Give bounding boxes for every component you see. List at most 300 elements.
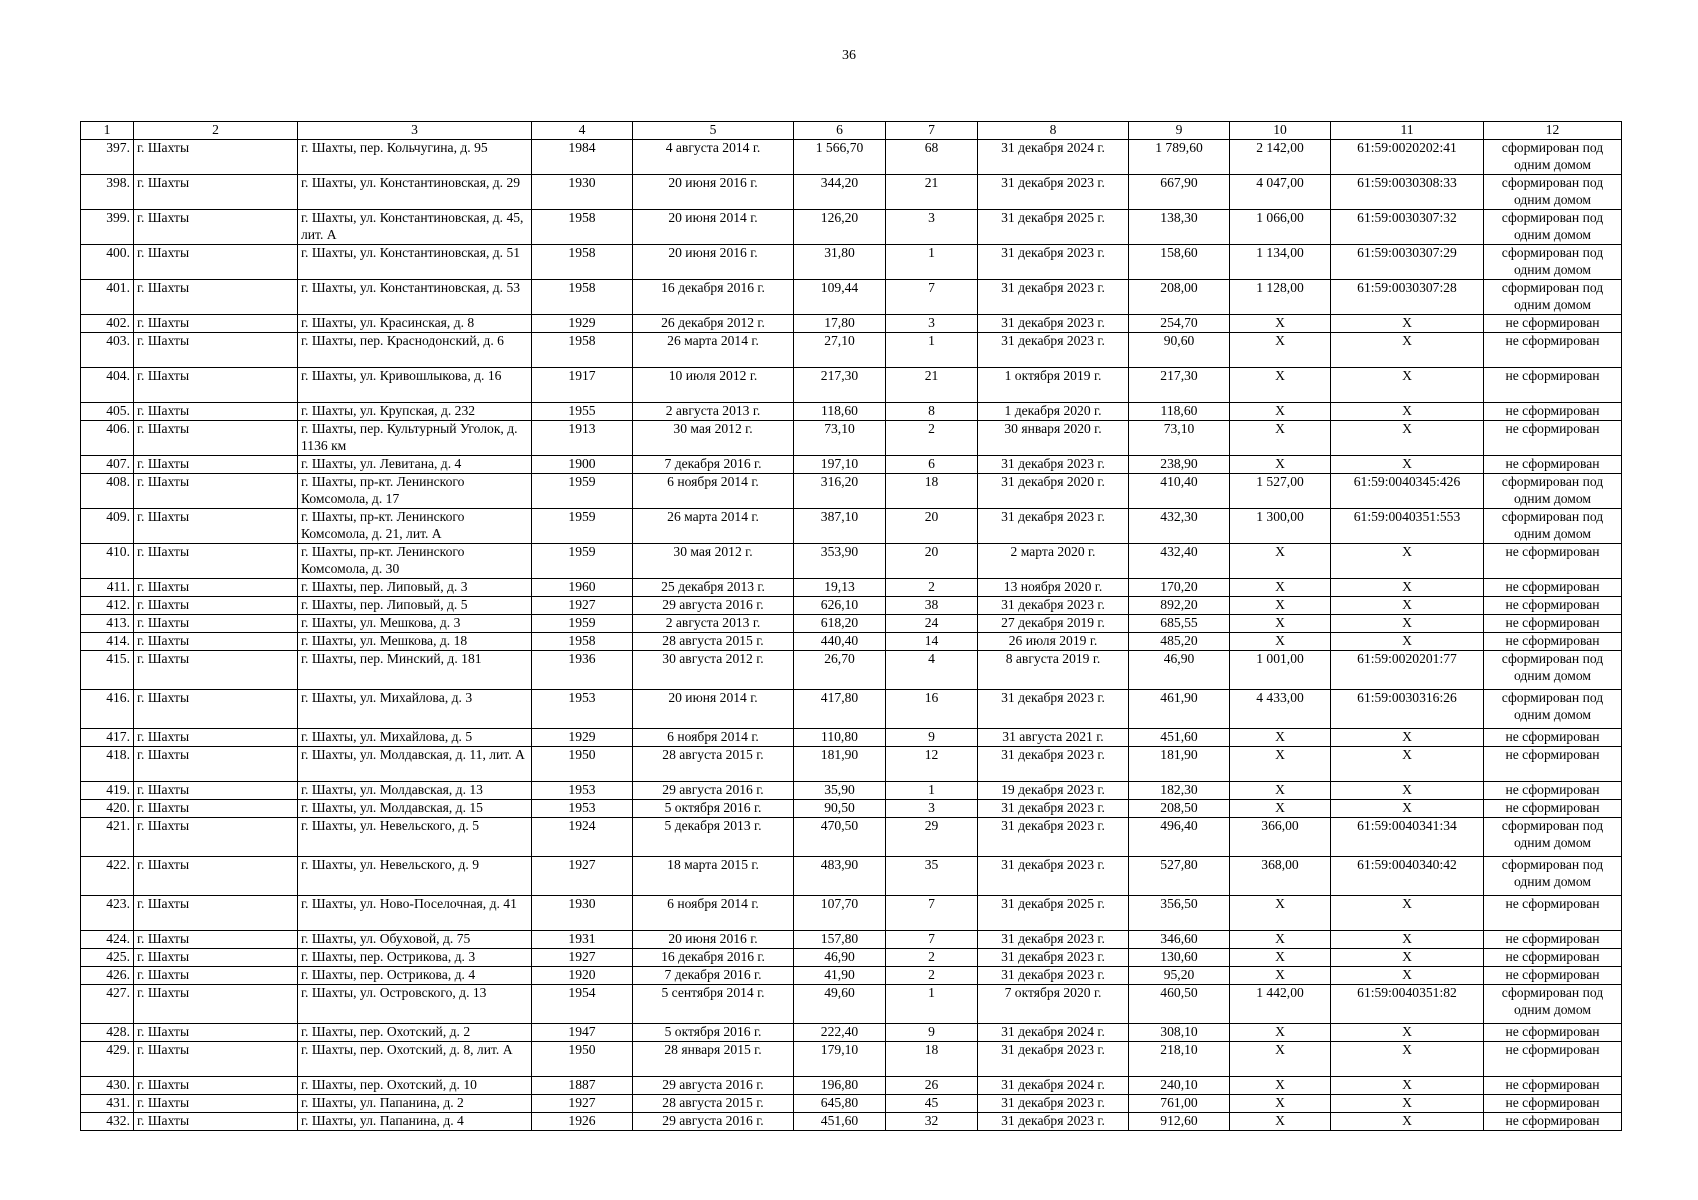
settlement-cell: г. Шахты: [134, 456, 298, 474]
land-area-cell: 2 142,00: [1230, 140, 1331, 175]
area-residents-cell: 17,80: [794, 315, 886, 333]
resettlement-deadline-cell: 31 декабря 2023 г.: [978, 949, 1129, 967]
year-built-cell: 1917: [532, 368, 633, 403]
table-row: [81, 633, 1622, 651]
resettlement-deadline-cell: 1 декабря 2020 г.: [978, 403, 1129, 421]
total-area-cell: 356,50: [1129, 896, 1230, 931]
table-row: [81, 857, 1622, 896]
row-number-cell: 414.: [81, 633, 134, 651]
year-built-cell: 1900: [532, 456, 633, 474]
land-area-cell: 1 128,00: [1230, 280, 1331, 315]
land-status-cell: не сформирован: [1484, 544, 1622, 579]
table-row: [81, 1042, 1622, 1077]
land-area-cell: Х: [1230, 333, 1331, 368]
housing-registry-table: [80, 121, 1622, 1131]
recognition-date-cell: 6 ноября 2014 г.: [633, 729, 794, 747]
land-area-cell: Х: [1230, 782, 1331, 800]
resettlement-deadline-cell: 27 декабря 2019 г.: [978, 615, 1129, 633]
land-area-cell: Х: [1230, 931, 1331, 949]
residents-count-cell: 29: [886, 818, 978, 857]
total-area-cell: 95,20: [1129, 967, 1230, 985]
residents-count-cell: 24: [886, 615, 978, 633]
area-residents-cell: 1 566,70: [794, 140, 886, 175]
recognition-date-cell: 26 марта 2014 г.: [633, 509, 794, 544]
cadastral-number-cell: Х: [1331, 403, 1484, 421]
recognition-date-cell: 7 декабря 2016 г.: [633, 456, 794, 474]
recognition-date-cell: 16 декабря 2016 г.: [633, 949, 794, 967]
land-status-cell: не сформирован: [1484, 782, 1622, 800]
column-header: 3: [298, 122, 532, 140]
land-area-cell: Х: [1230, 544, 1331, 579]
table-row: [81, 210, 1622, 245]
residents-count-cell: 32: [886, 1113, 978, 1131]
total-area-cell: 451,60: [1129, 729, 1230, 747]
row-number-cell: 399.: [81, 210, 134, 245]
area-residents-cell: 626,10: [794, 597, 886, 615]
residents-count-cell: 4: [886, 651, 978, 690]
cadastral-number-cell: Х: [1331, 1042, 1484, 1077]
land-area-cell: 1 066,00: [1230, 210, 1331, 245]
cadastral-number-cell: 61:59:0030307:28: [1331, 280, 1484, 315]
total-area-cell: 118,60: [1129, 403, 1230, 421]
residents-count-cell: 38: [886, 597, 978, 615]
address-cell: г. Шахты, пер. Острикова, д. 3: [298, 949, 532, 967]
cadastral-number-cell: 61:59:0030307:29: [1331, 245, 1484, 280]
row-number-cell: 423.: [81, 896, 134, 931]
resettlement-deadline-cell: 31 декабря 2023 г.: [978, 456, 1129, 474]
row-number-cell: 398.: [81, 175, 134, 210]
residents-count-cell: 2: [886, 967, 978, 985]
residents-count-cell: 9: [886, 1024, 978, 1042]
table-row: [81, 597, 1622, 615]
recognition-date-cell: 20 июня 2016 г.: [633, 931, 794, 949]
residents-count-cell: 14: [886, 633, 978, 651]
land-status-cell: не сформирован: [1484, 403, 1622, 421]
area-residents-cell: 417,80: [794, 690, 886, 729]
table-row: [81, 421, 1622, 456]
year-built-cell: 1924: [532, 818, 633, 857]
cadastral-number-cell: Х: [1331, 544, 1484, 579]
total-area-cell: 667,90: [1129, 175, 1230, 210]
residents-count-cell: 26: [886, 1077, 978, 1095]
land-status-cell: не сформирован: [1484, 333, 1622, 368]
total-area-cell: 182,30: [1129, 782, 1230, 800]
address-cell: г. Шахты, ул. Кривошлыкова, д. 16: [298, 368, 532, 403]
total-area-cell: 761,00: [1129, 1095, 1230, 1113]
land-area-cell: Х: [1230, 421, 1331, 456]
cadastral-number-cell: 61:59:0030308:33: [1331, 175, 1484, 210]
row-number-cell: 415.: [81, 651, 134, 690]
total-area-cell: 410,40: [1129, 474, 1230, 509]
area-residents-cell: 196,80: [794, 1077, 886, 1095]
year-built-cell: 1926: [532, 1113, 633, 1131]
land-status-cell: сформирован под одним домом: [1484, 210, 1622, 245]
residents-count-cell: 68: [886, 140, 978, 175]
settlement-cell: г. Шахты: [134, 421, 298, 456]
table-row: [81, 931, 1622, 949]
column-header: 8: [978, 122, 1129, 140]
table-row: [81, 747, 1622, 782]
row-number-cell: 418.: [81, 747, 134, 782]
address-cell: г. Шахты, ул. Мешкова, д. 18: [298, 633, 532, 651]
recognition-date-cell: 2 августа 2013 г.: [633, 403, 794, 421]
area-residents-cell: 181,90: [794, 747, 886, 782]
resettlement-deadline-cell: 31 августа 2021 г.: [978, 729, 1129, 747]
area-residents-cell: 387,10: [794, 509, 886, 544]
recognition-date-cell: 6 ноября 2014 г.: [633, 474, 794, 509]
land-area-cell: Х: [1230, 729, 1331, 747]
residents-count-cell: 7: [886, 280, 978, 315]
row-number-cell: 400.: [81, 245, 134, 280]
column-header: 2: [134, 122, 298, 140]
recognition-date-cell: 29 августа 2016 г.: [633, 1113, 794, 1131]
settlement-cell: г. Шахты: [134, 1077, 298, 1095]
resettlement-deadline-cell: 30 января 2020 г.: [978, 421, 1129, 456]
table-row: [81, 818, 1622, 857]
cadastral-number-cell: Х: [1331, 949, 1484, 967]
total-area-cell: 461,90: [1129, 690, 1230, 729]
area-residents-cell: 118,60: [794, 403, 886, 421]
cadastral-number-cell: Х: [1331, 368, 1484, 403]
land-area-cell: Х: [1230, 597, 1331, 615]
residents-count-cell: 18: [886, 474, 978, 509]
year-built-cell: 1958: [532, 333, 633, 368]
column-header: 10: [1230, 122, 1331, 140]
cadastral-number-cell: Х: [1331, 1024, 1484, 1042]
address-cell: г. Шахты, ул. Невельского, д. 9: [298, 857, 532, 896]
residents-count-cell: 21: [886, 368, 978, 403]
area-residents-cell: 157,80: [794, 931, 886, 949]
recognition-date-cell: 28 августа 2015 г.: [633, 1095, 794, 1113]
address-cell: г. Шахты, ул. Константиновская, д. 29: [298, 175, 532, 210]
table-row: [81, 280, 1622, 315]
recognition-date-cell: 20 июня 2016 г.: [633, 245, 794, 280]
resettlement-deadline-cell: 31 декабря 2023 г.: [978, 1042, 1129, 1077]
year-built-cell: 1953: [532, 800, 633, 818]
land-status-cell: сформирован под одним домом: [1484, 280, 1622, 315]
total-area-cell: 485,20: [1129, 633, 1230, 651]
table-row: [81, 175, 1622, 210]
residents-count-cell: 16: [886, 690, 978, 729]
land-status-cell: не сформирован: [1484, 456, 1622, 474]
resettlement-deadline-cell: 31 декабря 2023 г.: [978, 967, 1129, 985]
cadastral-number-cell: 61:59:0030316:26: [1331, 690, 1484, 729]
area-residents-cell: 440,40: [794, 633, 886, 651]
total-area-cell: 130,60: [1129, 949, 1230, 967]
settlement-cell: г. Шахты: [134, 615, 298, 633]
address-cell: г. Шахты, пер. Минский, д. 181: [298, 651, 532, 690]
total-area-cell: 240,10: [1129, 1077, 1230, 1095]
cadastral-number-cell: Х: [1331, 579, 1484, 597]
recognition-date-cell: 2 августа 2013 г.: [633, 615, 794, 633]
recognition-date-cell: 28 августа 2015 г.: [633, 747, 794, 782]
settlement-cell: г. Шахты: [134, 949, 298, 967]
resettlement-deadline-cell: 31 декабря 2025 г.: [978, 896, 1129, 931]
table-row: [81, 509, 1622, 544]
settlement-cell: г. Шахты: [134, 245, 298, 280]
settlement-cell: г. Шахты: [134, 800, 298, 818]
cadastral-number-cell: Х: [1331, 597, 1484, 615]
resettlement-deadline-cell: 31 декабря 2024 г.: [978, 1024, 1129, 1042]
total-area-cell: 912,60: [1129, 1113, 1230, 1131]
row-number-cell: 426.: [81, 967, 134, 985]
year-built-cell: 1929: [532, 729, 633, 747]
total-area-cell: 158,60: [1129, 245, 1230, 280]
resettlement-deadline-cell: 31 декабря 2023 г.: [978, 1113, 1129, 1131]
land-status-cell: не сформирован: [1484, 800, 1622, 818]
recognition-date-cell: 20 июня 2014 г.: [633, 210, 794, 245]
area-residents-cell: 353,90: [794, 544, 886, 579]
recognition-date-cell: 26 марта 2014 г.: [633, 333, 794, 368]
recognition-date-cell: 29 августа 2016 г.: [633, 782, 794, 800]
address-cell: г. Шахты, пер. Культурный Уголок, д. 1136 км: [298, 421, 532, 456]
residents-count-cell: 18: [886, 1042, 978, 1077]
land-area-cell: Х: [1230, 579, 1331, 597]
land-status-cell: не сформирован: [1484, 579, 1622, 597]
recognition-date-cell: 6 ноября 2014 г.: [633, 896, 794, 931]
year-built-cell: 1931: [532, 931, 633, 949]
area-residents-cell: 126,20: [794, 210, 886, 245]
address-cell: г. Шахты, пер. Охотский, д. 8, лит. А: [298, 1042, 532, 1077]
address-cell: г. Шахты, ул. Молдавская, д. 13: [298, 782, 532, 800]
cadastral-number-cell: 61:59:0040340:42: [1331, 857, 1484, 896]
table-row: [81, 949, 1622, 967]
land-area-cell: Х: [1230, 1113, 1331, 1131]
total-area-cell: 46,90: [1129, 651, 1230, 690]
year-built-cell: 1958: [532, 633, 633, 651]
area-residents-cell: 31,80: [794, 245, 886, 280]
address-cell: г. Шахты, ул. Молдавская, д. 11, лит. А: [298, 747, 532, 782]
resettlement-deadline-cell: 31 декабря 2023 г.: [978, 175, 1129, 210]
residents-count-cell: 20: [886, 509, 978, 544]
land-status-cell: не сформирован: [1484, 1024, 1622, 1042]
settlement-cell: г. Шахты: [134, 651, 298, 690]
recognition-date-cell: 10 июля 2012 г.: [633, 368, 794, 403]
total-area-cell: 346,60: [1129, 931, 1230, 949]
row-number-cell: 410.: [81, 544, 134, 579]
settlement-cell: г. Шахты: [134, 597, 298, 615]
land-area-cell: Х: [1230, 403, 1331, 421]
row-number-cell: 413.: [81, 615, 134, 633]
recognition-date-cell: 28 января 2015 г.: [633, 1042, 794, 1077]
row-number-cell: 430.: [81, 1077, 134, 1095]
cadastral-number-cell: 61:59:0040351:553: [1331, 509, 1484, 544]
row-number-cell: 402.: [81, 315, 134, 333]
area-residents-cell: 179,10: [794, 1042, 886, 1077]
address-cell: г. Шахты, ул. Крупская, д. 232: [298, 403, 532, 421]
row-number-cell: 409.: [81, 509, 134, 544]
resettlement-deadline-cell: 2 марта 2020 г.: [978, 544, 1129, 579]
land-status-cell: сформирован под одним домом: [1484, 245, 1622, 280]
year-built-cell: 1959: [532, 474, 633, 509]
year-built-cell: 1958: [532, 210, 633, 245]
column-header: 4: [532, 122, 633, 140]
land-area-cell: 4 433,00: [1230, 690, 1331, 729]
residents-count-cell: 1: [886, 782, 978, 800]
table-body: [81, 140, 1622, 1131]
row-number-cell: 412.: [81, 597, 134, 615]
row-number-cell: 432.: [81, 1113, 134, 1131]
address-cell: г. Шахты, пер. Липовый, д. 3: [298, 579, 532, 597]
cadastral-number-cell: Х: [1331, 1077, 1484, 1095]
residents-count-cell: 21: [886, 175, 978, 210]
address-cell: г. Шахты, ул. Невельского, д. 5: [298, 818, 532, 857]
recognition-date-cell: 5 декабря 2013 г.: [633, 818, 794, 857]
area-residents-cell: 35,90: [794, 782, 886, 800]
area-residents-cell: 109,44: [794, 280, 886, 315]
area-residents-cell: 41,90: [794, 967, 886, 985]
year-built-cell: 1958: [532, 245, 633, 280]
recognition-date-cell: 4 августа 2014 г.: [633, 140, 794, 175]
address-cell: г. Шахты, ул. Красинская, д. 8: [298, 315, 532, 333]
recognition-date-cell: 30 мая 2012 г.: [633, 421, 794, 456]
total-area-cell: 208,50: [1129, 800, 1230, 818]
year-built-cell: 1913: [532, 421, 633, 456]
area-residents-cell: 645,80: [794, 1095, 886, 1113]
area-residents-cell: 73,10: [794, 421, 886, 456]
recognition-date-cell: 28 августа 2015 г.: [633, 633, 794, 651]
year-built-cell: 1927: [532, 949, 633, 967]
residents-count-cell: 3: [886, 800, 978, 818]
total-area-cell: 1 789,60: [1129, 140, 1230, 175]
settlement-cell: г. Шахты: [134, 140, 298, 175]
address-cell: г. Шахты, ул. Обуховой, д. 75: [298, 931, 532, 949]
recognition-date-cell: 20 июня 2016 г.: [633, 175, 794, 210]
row-number-cell: 408.: [81, 474, 134, 509]
recognition-date-cell: 30 мая 2012 г.: [633, 544, 794, 579]
land-status-cell: не сформирован: [1484, 615, 1622, 633]
column-number-row: [81, 122, 1622, 140]
area-residents-cell: 618,20: [794, 615, 886, 633]
resettlement-deadline-cell: 31 декабря 2023 г.: [978, 747, 1129, 782]
cadastral-number-cell: Х: [1331, 633, 1484, 651]
table-row: [81, 615, 1622, 633]
year-built-cell: 1954: [532, 985, 633, 1024]
table-row: [81, 985, 1622, 1024]
settlement-cell: г. Шахты: [134, 857, 298, 896]
address-cell: г. Шахты, пер. Липовый, д. 5: [298, 597, 532, 615]
settlement-cell: г. Шахты: [134, 896, 298, 931]
total-area-cell: 254,70: [1129, 315, 1230, 333]
area-residents-cell: 483,90: [794, 857, 886, 896]
settlement-cell: г. Шахты: [134, 280, 298, 315]
year-built-cell: 1960: [532, 579, 633, 597]
settlement-cell: г. Шахты: [134, 985, 298, 1024]
total-area-cell: 170,20: [1129, 579, 1230, 597]
table-row: [81, 474, 1622, 509]
area-residents-cell: 27,10: [794, 333, 886, 368]
recognition-date-cell: 7 декабря 2016 г.: [633, 967, 794, 985]
resettlement-deadline-cell: 31 декабря 2023 г.: [978, 509, 1129, 544]
column-header: 7: [886, 122, 978, 140]
column-header: 5: [633, 122, 794, 140]
year-built-cell: 1984: [532, 140, 633, 175]
cadastral-number-cell: Х: [1331, 931, 1484, 949]
residents-count-cell: 1: [886, 333, 978, 368]
area-residents-cell: 46,90: [794, 949, 886, 967]
land-status-cell: сформирован под одним домом: [1484, 175, 1622, 210]
land-status-cell: сформирован под одним домом: [1484, 985, 1622, 1024]
land-status-cell: не сформирован: [1484, 597, 1622, 615]
resettlement-deadline-cell: 31 декабря 2023 г.: [978, 597, 1129, 615]
land-status-cell: сформирован под одним домом: [1484, 474, 1622, 509]
land-area-cell: Х: [1230, 1042, 1331, 1077]
row-number-cell: 419.: [81, 782, 134, 800]
land-area-cell: 368,00: [1230, 857, 1331, 896]
cadastral-number-cell: Х: [1331, 315, 1484, 333]
land-status-cell: не сформирован: [1484, 729, 1622, 747]
total-area-cell: 460,50: [1129, 985, 1230, 1024]
cadastral-number-cell: Х: [1331, 456, 1484, 474]
resettlement-deadline-cell: 13 ноября 2020 г.: [978, 579, 1129, 597]
cadastral-number-cell: 61:59:0040341:34: [1331, 818, 1484, 857]
address-cell: г. Шахты, ул. Островского, д. 13: [298, 985, 532, 1024]
table-row: [81, 1077, 1622, 1095]
column-header: 12: [1484, 122, 1622, 140]
table-row: [81, 315, 1622, 333]
residents-count-cell: 1: [886, 985, 978, 1024]
land-area-cell: Х: [1230, 456, 1331, 474]
settlement-cell: г. Шахты: [134, 729, 298, 747]
recognition-date-cell: 5 сентября 2014 г.: [633, 985, 794, 1024]
residents-count-cell: 3: [886, 210, 978, 245]
year-built-cell: 1930: [532, 175, 633, 210]
land-area-cell: Х: [1230, 615, 1331, 633]
residents-count-cell: 12: [886, 747, 978, 782]
row-number-cell: 429.: [81, 1042, 134, 1077]
table-row: [81, 729, 1622, 747]
column-header: 1: [81, 122, 134, 140]
settlement-cell: г. Шахты: [134, 747, 298, 782]
year-built-cell: 1953: [532, 782, 633, 800]
settlement-cell: г. Шахты: [134, 1113, 298, 1131]
resettlement-deadline-cell: 1 октября 2019 г.: [978, 368, 1129, 403]
land-status-cell: не сформирован: [1484, 747, 1622, 782]
cadastral-number-cell: Х: [1331, 729, 1484, 747]
address-cell: г. Шахты, пр-кт. Ленинского Комсомола, д. 21, лит. А: [298, 509, 532, 544]
residents-count-cell: 2: [886, 949, 978, 967]
land-area-cell: 1 300,00: [1230, 509, 1331, 544]
total-area-cell: 308,10: [1129, 1024, 1230, 1042]
year-built-cell: 1936: [532, 651, 633, 690]
residents-count-cell: 3: [886, 315, 978, 333]
recognition-date-cell: 26 декабря 2012 г.: [633, 315, 794, 333]
year-built-cell: 1927: [532, 857, 633, 896]
land-area-cell: 1 134,00: [1230, 245, 1331, 280]
table-row: [81, 368, 1622, 403]
row-number-cell: 424.: [81, 931, 134, 949]
land-status-cell: не сформирован: [1484, 1095, 1622, 1113]
resettlement-deadline-cell: 31 декабря 2023 г.: [978, 931, 1129, 949]
year-built-cell: 1950: [532, 1042, 633, 1077]
area-residents-cell: 90,50: [794, 800, 886, 818]
land-status-cell: не сформирован: [1484, 633, 1622, 651]
year-built-cell: 1953: [532, 690, 633, 729]
address-cell: г. Шахты, пер. Краснодонский, д. 6: [298, 333, 532, 368]
year-built-cell: 1929: [532, 315, 633, 333]
table-row: [81, 456, 1622, 474]
residents-count-cell: 2: [886, 579, 978, 597]
table-row: [81, 333, 1622, 368]
column-header: 9: [1129, 122, 1230, 140]
table-row: [81, 1113, 1622, 1131]
residents-count-cell: 8: [886, 403, 978, 421]
area-residents-cell: 110,80: [794, 729, 886, 747]
total-area-cell: 432,40: [1129, 544, 1230, 579]
recognition-date-cell: 16 декабря 2016 г.: [633, 280, 794, 315]
address-cell: г. Шахты, ул. Папанина, д. 4: [298, 1113, 532, 1131]
area-residents-cell: 344,20: [794, 175, 886, 210]
